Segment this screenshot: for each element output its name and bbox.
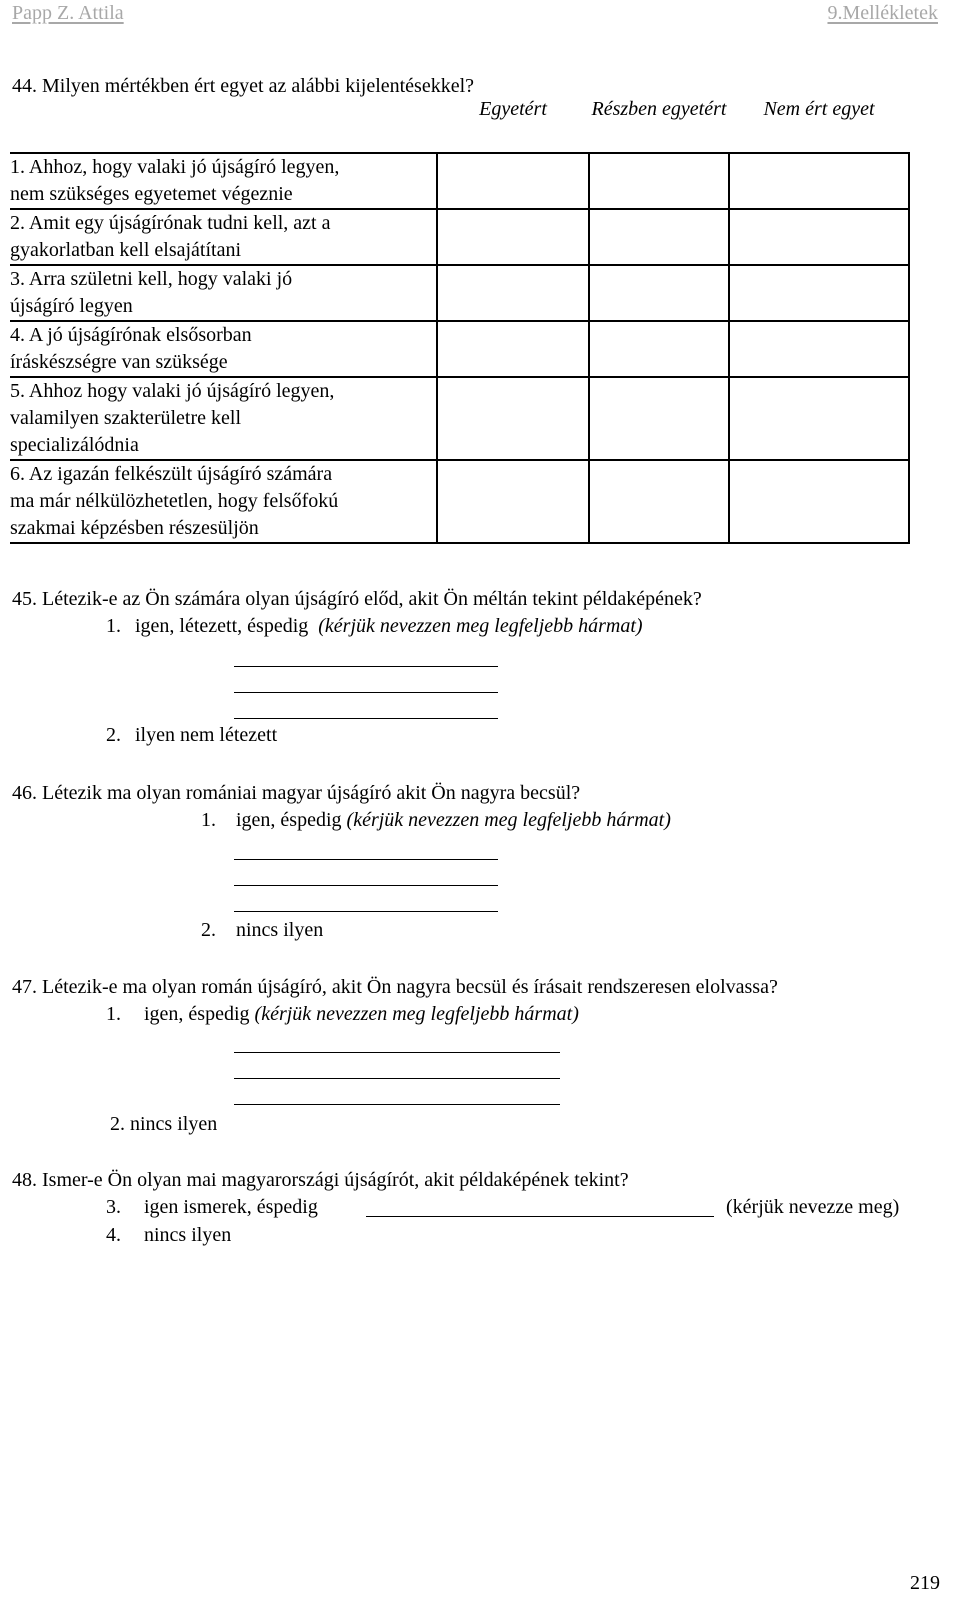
q44-header-blank: [10, 96, 437, 153]
q44-statement-6: 6. Az igazán felkészült újságíró számára ma már nélkülözhetetlen, hogy felsőfokú szakmai képzésben részesüljön: [10, 460, 437, 543]
q44-statement-3: 3. Arra születni kell, hogy valaki jó újságíró legyen: [10, 265, 437, 321]
q46-answer-line-1[interactable]: [234, 859, 498, 860]
q47-title: 47. Létezik-e ma olyan román újságíró, akit Ön nagyra becsül és írásait rendszeresen elolvassa?: [12, 976, 778, 998]
q44-title: 44. Milyen mértékben ért egyet az alábbi kijelentésekkel?: [12, 75, 475, 97]
q44-statement-5: 5. Ahhoz hogy valaki jó újságíró legyen, valamilyen szakterületre kell specializálódnia: [10, 377, 437, 460]
q44-r2-agree-cell[interactable]: [437, 209, 589, 265]
q46-option-2-number: 2.: [201, 919, 216, 941]
q44-row-6: [10, 460, 909, 543]
q48-option-3-note: (kérjük nevezze meg): [726, 1196, 900, 1218]
q44-col-agree: Egyetért: [437, 96, 589, 153]
header-author: Papp Z. Attila: [12, 2, 124, 24]
q44-r3-partly-cell[interactable]: [589, 265, 729, 321]
q44-r6-agree-cell[interactable]: [437, 460, 589, 543]
q45-option-1-label: igen, létezett, éspedig (kérjük nevezzen meg legfeljebb hármat): [135, 615, 643, 637]
q46-answer-line-3[interactable]: [234, 911, 498, 912]
q45-answer-line-1[interactable]: [234, 666, 498, 667]
q47-option-1-number: 1.: [106, 1003, 121, 1025]
q46-answer-line-2[interactable]: [234, 885, 498, 886]
q44-r1-disagree-cell[interactable]: [729, 153, 909, 209]
q44-statement-1: 1. Ahhoz, hogy valaki jó újságíró legyen, nem szükséges egyetemet végeznie: [10, 153, 437, 209]
q47-option-2-label: 2. nincs ilyen: [110, 1113, 218, 1135]
q44-row-5: [10, 377, 909, 460]
q44-row-4: [10, 321, 909, 377]
q47-answer-line-1[interactable]: [234, 1052, 560, 1053]
q44-table: [10, 96, 910, 544]
q45-answer-line-2[interactable]: [234, 692, 498, 693]
q44-r4-disagree-cell[interactable]: [729, 321, 909, 377]
q46-title: 46. Létezik ma olyan romániai magyar újságíró akit Ön nagyra becsül?: [12, 782, 581, 804]
page-number: 219: [910, 1572, 940, 1594]
q46-option-1-label: igen, éspedig (kérjük nevezzen meg legfeljebb hármat): [236, 809, 671, 831]
q48-option-3-label: igen ismerek, éspedig: [144, 1196, 318, 1218]
q45-option-1-number: 1.: [106, 615, 121, 637]
q44-r5-partly-cell[interactable]: [589, 377, 729, 460]
q44-row-3: [10, 265, 909, 321]
q44-r2-partly-cell[interactable]: [589, 209, 729, 265]
header-section: 9.Mellékletek: [827, 2, 938, 24]
q44-statement-2: 2. Amit egy újságírónak tudni kell, azt a gyakorlatban kell elsajátítani: [10, 209, 437, 265]
q47-answer-line-3[interactable]: [234, 1104, 560, 1105]
q48-title: 48. Ismer-e Ön olyan mai magyarországi újságírót, akit példaképének tekint?: [12, 1169, 629, 1191]
q44-col-disagree: Nem ért egyet: [729, 96, 909, 153]
q44-col-partly: Részben egyetért: [589, 96, 729, 153]
q47-answer-line-2[interactable]: [234, 1078, 560, 1079]
q48-option-4-number: 4.: [106, 1224, 121, 1246]
q44-r1-partly-cell[interactable]: [589, 153, 729, 209]
q46-option-2-label: nincs ilyen: [236, 919, 324, 941]
q45-answer-line-3[interactable]: [234, 718, 498, 719]
q47-option-1-label: igen, éspedig (kérjük nevezzen meg legfeljebb hármat): [144, 1003, 579, 1025]
q45-title: 45. Létezik-e az Ön számára olyan újságíró előd, akit Ön méltán tekint példaképének?: [12, 588, 702, 610]
q44-r6-partly-cell[interactable]: [589, 460, 729, 543]
q46-option-1-number: 1.: [201, 809, 216, 831]
q44-r4-partly-cell[interactable]: [589, 321, 729, 377]
q44-row-2: [10, 209, 909, 265]
q44-header-row: [10, 96, 909, 153]
q48-option-3-number: 3.: [106, 1196, 121, 1218]
q44-r3-disagree-cell[interactable]: [729, 265, 909, 321]
q45-option-2-number: 2.: [106, 724, 121, 746]
q44-r5-agree-cell[interactable]: [437, 377, 589, 460]
q44-r6-disagree-cell[interactable]: [729, 460, 909, 543]
q44-r2-disagree-cell[interactable]: [729, 209, 909, 265]
q44-r1-agree-cell[interactable]: [437, 153, 589, 209]
q44-r3-agree-cell[interactable]: [437, 265, 589, 321]
q48-option-4-label: nincs ilyen: [144, 1224, 232, 1246]
q44-statement-4: 4. A jó újságírónak elsősorban íráskészségre van szüksége: [10, 321, 437, 377]
q48-answer-line[interactable]: [366, 1216, 714, 1217]
q44-r4-agree-cell[interactable]: [437, 321, 589, 377]
q44-row-1: [10, 153, 909, 209]
q45-option-2-label: ilyen nem létezett: [135, 724, 278, 746]
q44-r5-disagree-cell[interactable]: [729, 377, 909, 460]
